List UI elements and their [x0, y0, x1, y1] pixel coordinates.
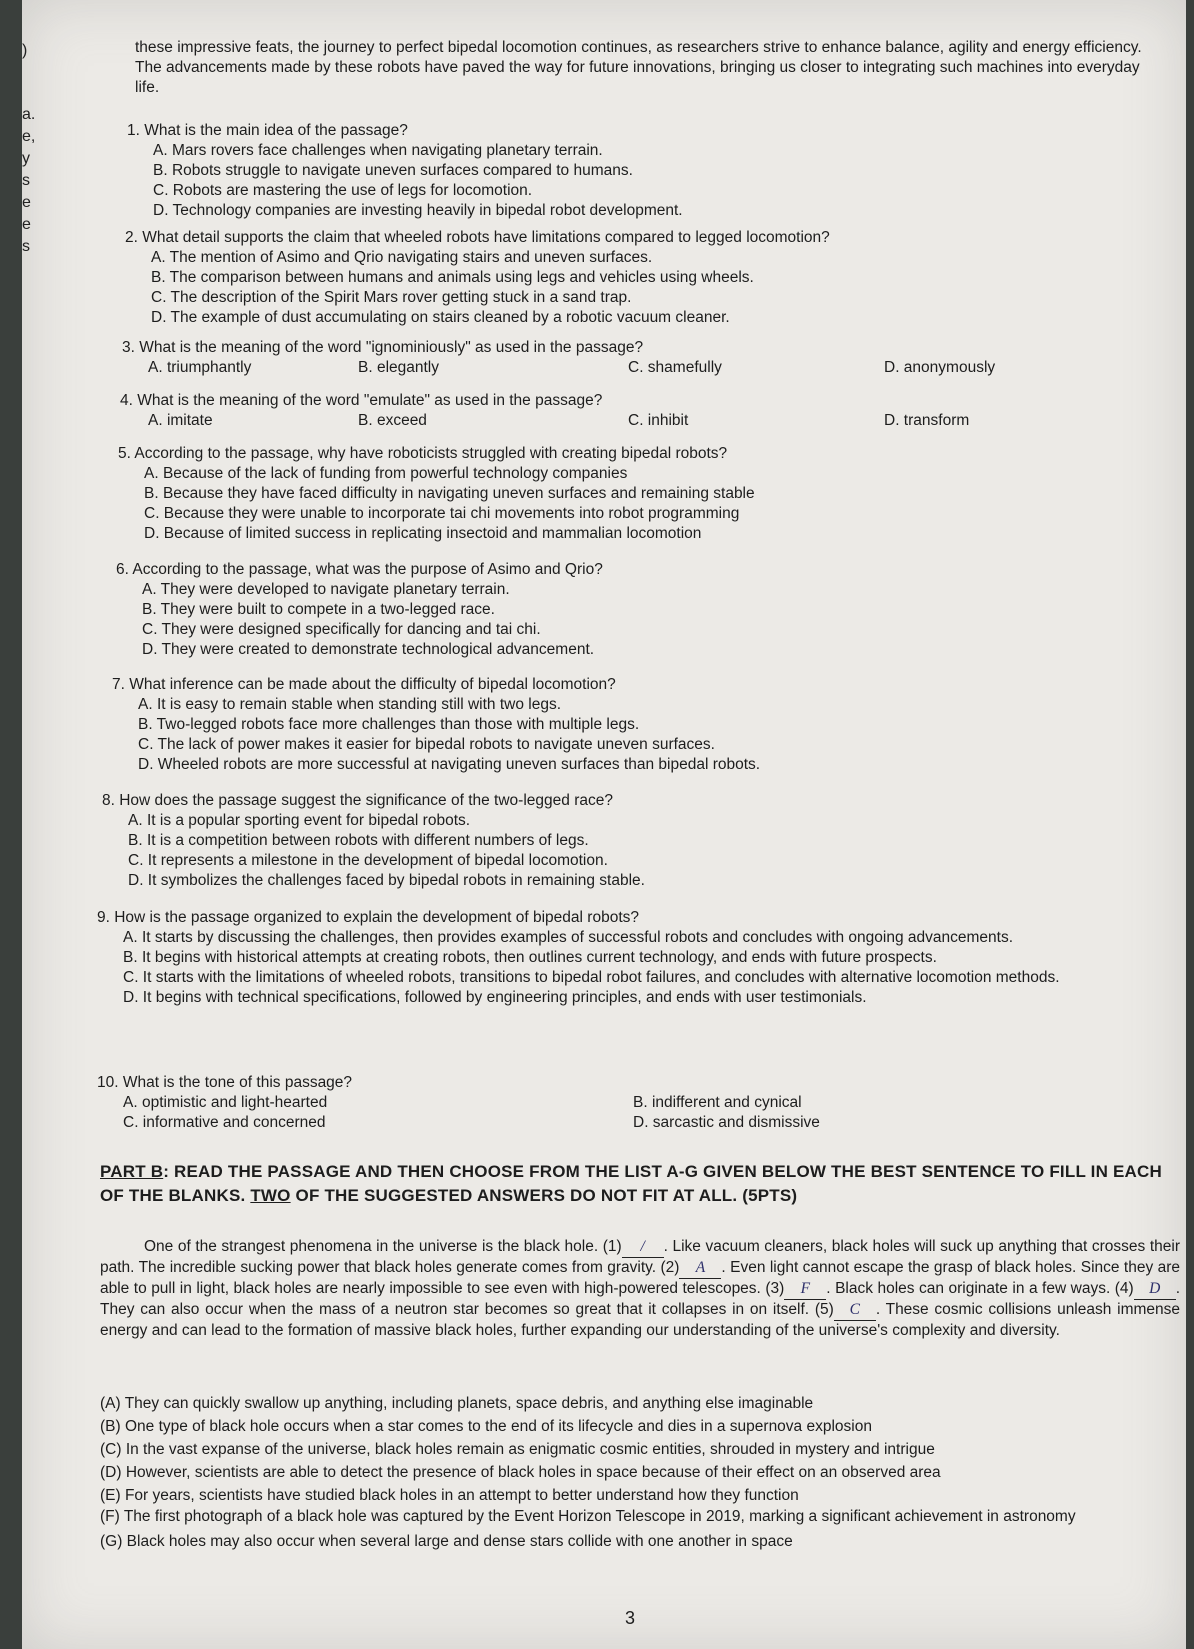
option-c[interactable]: C. shamefully [628, 359, 722, 376]
option-a[interactable]: A. Because of the lack of funding from powerful technology companies [144, 465, 628, 482]
question-stem: 10. What is the tone of this passage? [97, 1074, 353, 1091]
blank-1[interactable]: / [622, 1237, 664, 1258]
sentence-option-b[interactable]: (B) One type of black hole occurs when a star comes to the end of its lifecycle and dies in a supernova explosion [100, 1418, 872, 1435]
sentence-options-list [100, 1392, 1180, 1553]
option-c[interactable]: C. The lack of power makes it easier for bipedal robots to navigate uneven surfaces. [138, 736, 715, 753]
option-b[interactable]: B. Robots struggle to navigate uneven surfaces compared to humans. [153, 162, 633, 179]
question-1 [127, 121, 1127, 221]
option-d[interactable]: D. sarcastic and dismissive [633, 1114, 820, 1131]
option-b[interactable]: B. indifferent and cynical [633, 1094, 802, 1111]
sentence-option-c[interactable]: (C) In the vast expanse of the universe, black holes remain as enigmatic cosmic entities, shrouded in mystery and intrigue [100, 1441, 935, 1458]
sentence-option-g[interactable]: (G) Black holes may also occur when several large and dense stars collide with one another in space [100, 1533, 793, 1550]
option-d[interactable]: D. transform [884, 412, 970, 429]
passage-text: . Black holes can originate in a few ways. (4) [826, 1280, 1134, 1297]
margin-mark: e, [22, 128, 36, 145]
question-stem: 2. What detail supports the claim that wheeled robots have limitations compared to legged locomotion? [125, 229, 830, 246]
part-b-instructions: : READ THE PASSAGE AND THEN CHOOSE FROM THE LIST A-G GIVEN BELOW THE BEST SENTENCE TO FILL IN EACH OF THE BLANKS. [100, 1162, 1162, 1205]
option-b[interactable]: B. They were built to compete in a two-legged race. [142, 601, 495, 618]
option-b[interactable]: B. exceed [358, 412, 427, 429]
part-b-label: PART B [100, 1162, 164, 1181]
options-row [120, 411, 1140, 431]
option-d[interactable]: D. Wheeled robots are more successful at navigating uneven surfaces than bipedal robots. [138, 756, 761, 773]
question-stem: 9. How is the passage organized to explain the development of bipedal robots? [97, 909, 639, 926]
question-8 [102, 791, 1122, 891]
question-stem: 8. How does the passage suggest the significance of the two-legged race? [102, 792, 613, 809]
question-2 [125, 228, 1145, 328]
option-a[interactable]: A. imitate [148, 412, 213, 429]
option-b[interactable]: B. Two-legged robots face more challenges than those with multiple legs. [138, 716, 640, 733]
question-6 [116, 560, 1136, 660]
option-a[interactable]: A. Mars rovers face challenges when navigating planetary terrain. [153, 142, 603, 159]
margin-mark: e [22, 194, 31, 211]
option-a[interactable]: A. It is a popular sporting event for bipedal robots. [128, 812, 471, 829]
options-row [122, 358, 1142, 378]
option-d[interactable]: D. The example of dust accumulating on stairs cleaned by a robotic vacuum cleaner. [151, 309, 730, 326]
part-b-two: TWO [250, 1186, 291, 1205]
question-stem: 1. What is the main idea of the passage? [127, 122, 408, 139]
part-b-heading [100, 1160, 1180, 1208]
option-a[interactable]: A. triumphantly [148, 359, 252, 376]
question-9 [97, 908, 1157, 1008]
question-5 [118, 444, 1138, 544]
sentence-option-f[interactable]: (F) The first photograph of a black hole was captured by the Event Horizon Telescope in 2019, marking a significant achievement in astronomy [100, 1508, 1076, 1525]
blank-2[interactable]: A [679, 1258, 721, 1279]
question-stem: 5. According to the passage, why have roboticists struggled with creating bipedal robots? [118, 445, 728, 462]
part-b-instructions-end: OF THE SUGGESTED ANSWERS DO NOT FIT AT ALL. (5PTS) [290, 1186, 798, 1205]
blank-3[interactable]: F [784, 1279, 826, 1300]
left-margin-fragments [22, 0, 36, 260]
margin-mark: s [22, 238, 30, 255]
option-c[interactable]: C. Because they were unable to incorporate tai chi movements into robot programming [144, 505, 740, 522]
option-d[interactable]: D. anonymously [884, 359, 996, 376]
passage-text: One of the strangest phenomena in the universe is the black hole. (1) [144, 1238, 622, 1255]
question-stem: 3. What is the meaning of the word "ignominiously" as used in the passage? [122, 339, 644, 356]
option-a[interactable]: A. It is easy to remain stable when standing still with two legs. [138, 696, 562, 713]
question-7 [112, 675, 1132, 775]
question-3 [122, 338, 1142, 378]
question-4 [120, 391, 1140, 431]
passage-text: . Even light cannot escape the grasp of black holes. Since they are able to pull in light, black holes are nearly impossible to see even with high-powered telescopes. (3) [100, 1259, 1180, 1297]
option-d[interactable]: D. It begins with technical specifications, followed by engineering principles, and ends with user testimonials. [123, 989, 867, 1006]
question-10 [97, 1073, 1157, 1133]
sentence-option-d[interactable]: (D) However, scientists are able to detect the presence of black holes in space because of their effect on an observed area [100, 1464, 941, 1481]
option-a[interactable]: A. optimistic and light-hearted [123, 1094, 328, 1111]
options-row [97, 1113, 1157, 1133]
option-b[interactable]: B. It is a competition between robots with different numbers of legs. [128, 832, 589, 849]
margin-mark: s [22, 172, 30, 189]
margin-mark: ) [22, 42, 28, 59]
option-c[interactable]: C. informative and concerned [123, 1114, 326, 1131]
option-a[interactable]: A. They were developed to navigate planetary terrain. [142, 581, 510, 598]
option-d[interactable]: D. It symbolizes the challenges faced by bipedal robots in remaining stable. [128, 872, 645, 889]
option-b[interactable]: B. elegantly [358, 359, 439, 376]
option-c[interactable]: C. It represents a milestone in the development of bipedal locomotion. [128, 852, 608, 869]
sentence-option-e[interactable]: (E) For years, scientists have studied black holes in an attempt to better understand how they function [100, 1487, 799, 1504]
worksheet-page [22, 0, 1186, 1649]
option-d[interactable]: D. Because of limited success in replicating insectoid and mammalian locomotion [144, 525, 702, 542]
passage-text: . Like vacuum cleaners, black holes will suck up anything that crosses their path. The incredible sucking power that black holes generate comes from gravity. (2) [100, 1238, 1180, 1276]
margin-mark: e [22, 216, 31, 233]
page-number: 3 [625, 1608, 636, 1628]
margin-mark: a. [22, 106, 36, 123]
option-c[interactable]: C. inhibit [628, 412, 689, 429]
blank-5[interactable]: C [834, 1300, 876, 1321]
options-row [97, 1093, 1157, 1113]
passage-text: . These cosmic collisions unleash immense energy and can lead to the formation of massive black holes, further expanding our understanding of the universe's complexity and diversity. [100, 1301, 1180, 1339]
option-b[interactable]: B. The comparison between humans and animals using legs and vehicles using wheels. [151, 269, 754, 286]
option-d[interactable]: D. They were created to demonstrate technological advancement. [142, 641, 595, 658]
option-c[interactable]: C. They were designed specifically for dancing and tai chi. [142, 621, 541, 638]
option-d[interactable]: D. Technology companies are investing heavily in bipedal robot development. [153, 202, 683, 219]
intro-paragraph: these impressive feats, the journey to perfect bipedal locomotion continues, as researchers strive to enhance balance, agility and energy efficiency. The advancements made by these robots have paved the way for future innovations, bringing us closer to integrating such machines into everyday life. [135, 39, 1142, 96]
option-c[interactable]: C. Robots are mastering the use of legs for locomotion. [153, 182, 533, 199]
option-c[interactable]: C. It starts with the limitations of wheeled robots, transitions to bipedal robot failures, and concludes with alternative locomotion methods. [123, 969, 1060, 986]
passage-text: . They can also occur when the mass of a neutron star becomes so great that it collapses in on itself. (5) [100, 1280, 1181, 1318]
option-b[interactable]: B. Because they have faced difficulty in navigating uneven surfaces and remaining stable [144, 485, 755, 502]
question-stem: 4. What is the meaning of the word "emulate" as used in the passage? [120, 392, 603, 409]
option-a[interactable]: A. The mention of Asimo and Qrio navigating stairs and uneven surfaces. [151, 249, 653, 266]
question-stem: 7. What inference can be made about the difficulty of bipedal locomotion? [112, 676, 616, 693]
option-a[interactable]: A. It starts by discussing the challenges, then provides examples of successful robots and concludes with ongoing advancements. [123, 929, 1014, 946]
option-c[interactable]: C. The description of the Spirit Mars rover getting stuck in a sand trap. [151, 289, 632, 306]
question-stem: 6. According to the passage, what was the purpose of Asimo and Qrio? [116, 561, 603, 578]
black-hole-passage [100, 1237, 1180, 1341]
option-b[interactable]: B. It begins with historical attempts at creating robots, then outlines current technology, and ends with future prospects. [123, 949, 937, 966]
blank-4[interactable]: D [1134, 1279, 1176, 1300]
margin-mark: y [22, 150, 30, 167]
sentence-option-a[interactable]: (A) They can quickly swallow up anything, including planets, space debris, and anything else imaginable [100, 1395, 814, 1412]
